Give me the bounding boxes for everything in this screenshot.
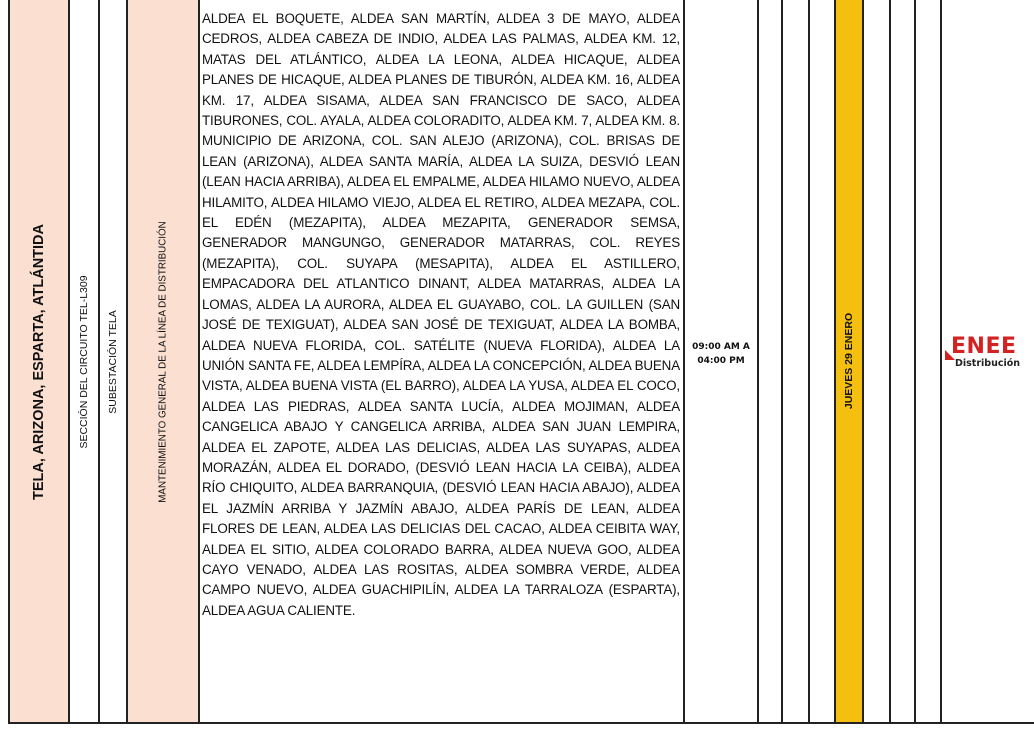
blank-column-1	[759, 0, 783, 724]
substation-label: SUBESTACIÓN TELA	[107, 310, 119, 414]
blank-column-5	[891, 0, 916, 724]
work-column	[128, 0, 200, 724]
blank-column-4	[864, 0, 891, 724]
blank-column-2	[783, 0, 810, 724]
circuit-section-label: SECCIÓN DEL CIRCUITO TEL-L309	[78, 275, 90, 449]
work-description: MANTENIMIENTO GENERAL DE LA LÍNEA DE DISTRIBUCIÓN	[157, 221, 169, 503]
blank-column-3	[810, 0, 836, 724]
location-column	[10, 0, 70, 724]
enee-logo	[945, 334, 1034, 372]
time-end: 04:00 PM	[697, 356, 745, 366]
logo-subtitle: Distribución	[955, 358, 1021, 369]
table-bottom-border	[8, 722, 1034, 724]
location-label: TELA, ARIZONA, ESPARTA, ATLÁNTIDA	[31, 223, 47, 501]
section-column	[70, 0, 100, 724]
blank-column-6	[916, 0, 942, 724]
logo-word: ENEE	[951, 334, 1017, 359]
day-label: JUEVES 29 ENERO	[843, 312, 855, 410]
schedule-time	[685, 340, 757, 368]
substation-column	[100, 0, 128, 724]
day-column	[836, 0, 864, 724]
affected-communities-text: ALDEA EL BOQUETE, ALDEA SAN MARTÍN, ALDEA 3 DE MAYO, ALDEA CEDROS, ALDEA CABEZA DE INDIO, ALDEA LAS PALMAS, ALDEA KM. 12, MATAS DEL ATLÁNTICO, ALDEA LA LEONA, ALDEA HICAQUE, ALDEA PLANES DE HICAQUE, ALDEA PLANES DE TIBURÓN, ALDEA KM. 16, ALDEA KM. 17, ALDEA SISAMA, ALDEA SAN FRANCISCO DE SACO, ALDEA TIBURONES, COL. AYALA, ALDEA COLORADITO, ALDEA KM. 7, ALDEA KM. 8. MUNICIPIO DE ARIZONA, COL. SAN ALEJO (ARIZONA), COL. BRISAS DE LEAN (ARIZONA), ALDEA SANTA MARÍA, ALDEA LA SUIZA, DESVIÓ LEAN (LEAN HACIA ARRIBA), ALDEA EL EMPALME, ALDEA HILAMO NUEVO, ALDEA HILAMITO, ALDEA HILAMO VIEJO, ALDEA EL RETIRO, ALDEA MEZAPA, COL. EL EDÉN (MEZAPITA), ALDEA MEZAPITA, GENERADOR SEMSA, GENERADOR MANGUNGO, GENERADOR MATARRAS, COL. REYES (MEZAPITA), COL. SUYAPA (MESAPITA), ALDEA EL ASTILLERO, EMPACADORA DEL ATLANTICO DINANT, ALDEA MATARRAS, ALDEA LA LOMAS, ALDEA LA AURORA, ALDEA EL GUAYABO, COL. LA GUILLEN (SAN JOSÉ DE TEXIGUAT), ALDEA SAN JOSÉ DE TEXIGUAT, ALDEA LA BOMBA, ALDEA NUEVA FLORIDA, COL. SATÉLITE (NUEVA FLORIDA), ALDEA LA UNIÓN SANTA FE, ALDEA LEMPÍRA, ALDEA LA CONCEPCIÓN, ALDEA BUENA VISTA, ALDEA BUENA VISTA (EL BARRO), ALDEA LA YUSA, ALDEA EL COCO, ALDEA LAS PIEDRAS, ALDEA SANTA LUCÍA, ALDEA MOJIMAN, ALDEA CANGELICA ABAJO Y CANGELICA ARRIBA, ALDEA SAN JUAN LEMPIRA, ALDEA EL ZAPOTE, ALDEA LAS DELICIAS, ALDEA LAS SUYAPAS, ALDEA MORAZÁN, ALDEA EL DORADO, (DESVIÓ LEAN HACIA LA CEIBA), ALDEA RÍO CHIQUITO, ALDEA BARRANQUIA, (DESVIÓ LEAN HACIA ABAJO), ALDEA EL JAZMÍN ARRIBA Y JAZMÍN ABAJO, ALDEA PARÍS DE LEAN, ALDEA FLORES DE LEAN, ALDEA LAS DELICIAS DEL CACAO, ALDEA CEIBITA WAY, ALDEA EL SITIO, ALDEA COLORADO BARRA, ALDEA NUEVA GOO, ALDEA CAYO VENADO, ALDEA LAS ROSITAS, ALDEA SOMBRA VERDE, ALDEA CAMPO NUEVO, ALDEA GUACHIPILÍN, ALDEA LA TARRALOZA (ESPARTA), ALDEA AGUA CALIENTE.	[202, 11, 680, 618]
time-start: 09:00 AM A	[692, 342, 750, 352]
